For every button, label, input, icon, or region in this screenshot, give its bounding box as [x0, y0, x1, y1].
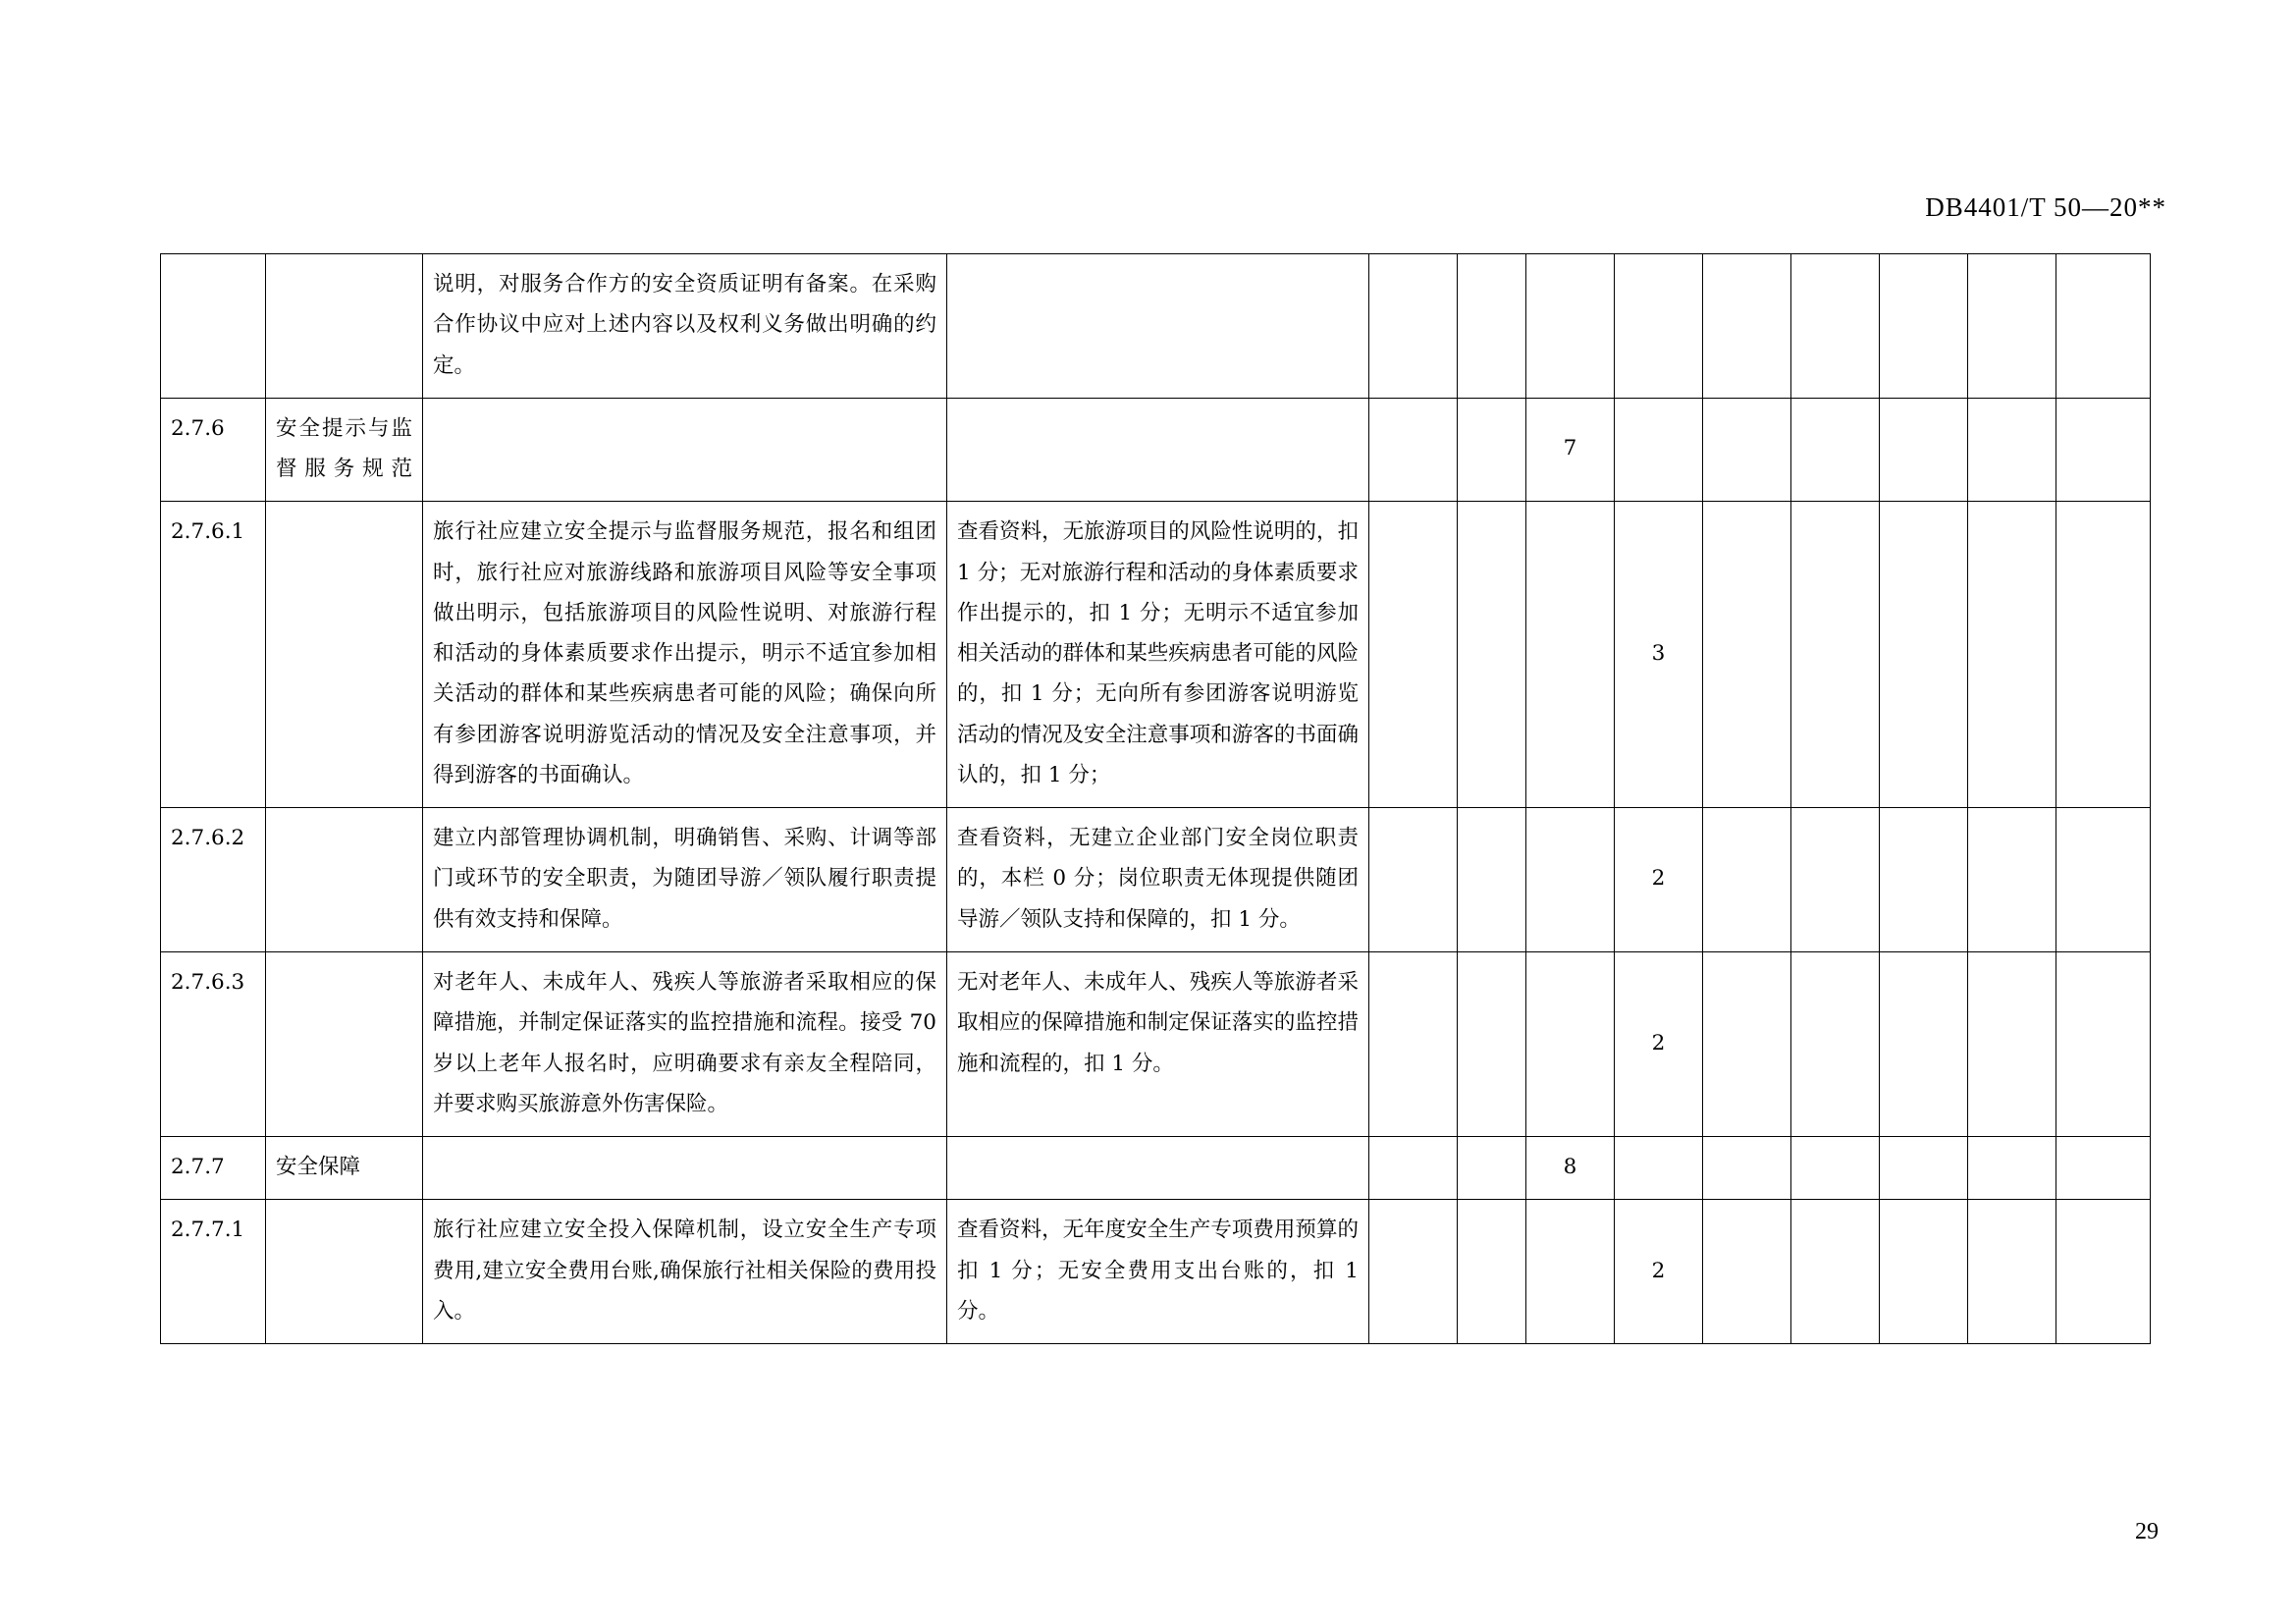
cell-col12 [1968, 502, 2056, 808]
cell-col5 [1369, 254, 1458, 399]
cell-requirement: 建立内部管理协调机制，明确销售、采购、计调等部门或环节的安全职责，为随团导游／领队履行职责提供有效支持和保障。 [423, 808, 947, 952]
cell-clause: 2.7.6.3 [161, 951, 266, 1136]
cell-col8: 3 [1615, 502, 1703, 808]
cell-item [266, 502, 423, 808]
cell-col6 [1458, 1200, 1526, 1344]
cell-col10 [1791, 502, 1880, 808]
cell-col7 [1526, 1200, 1615, 1344]
page-number: 29 [2135, 1519, 2159, 1544]
cell-col13 [2056, 502, 2151, 808]
cell-col7 [1526, 951, 1615, 1136]
cell-col11 [1880, 808, 1968, 952]
cell-col6 [1458, 808, 1526, 952]
cell-col5 [1369, 1137, 1458, 1200]
cell-item: 安全提示与监督服务规范 [266, 398, 423, 502]
table-row [161, 502, 2151, 808]
cell-col11 [1880, 502, 1968, 808]
cell-col13 [2056, 398, 2151, 502]
cell-col13 [2056, 254, 2151, 399]
table-row [161, 398, 2151, 502]
cell-col6 [1458, 254, 1526, 399]
cell-requirement: 旅行社应建立安全投入保障机制，设立安全生产专项费用,建立安全费用台账,确保旅行社相关保险的费用投入。 [423, 1200, 947, 1344]
table-row [161, 808, 2151, 952]
cell-item [266, 808, 423, 952]
cell-col9 [1703, 1200, 1791, 1344]
cell-col7 [1526, 254, 1615, 399]
cell-col8: 2 [1615, 808, 1703, 952]
cell-col7: 8 [1526, 1137, 1615, 1200]
table-row [161, 951, 2151, 1136]
cell-col11 [1880, 951, 1968, 1136]
cell-requirement: 对老年人、未成年人、残疾人等旅游者采取相应的保障措施，并制定保证落实的监控措施和流程。接受 70 岁以上老年人报名时，应明确要求有亲友全程陪同，并要求购买旅游意外伤害保险。 [423, 951, 947, 1136]
table-row [161, 1137, 2151, 1200]
page-header-code: DB4401/T 50—20** [1925, 192, 2166, 222]
cell-col8 [1615, 398, 1703, 502]
cell-item [266, 1200, 423, 1344]
cell-col10 [1791, 254, 1880, 399]
cell-col12 [1968, 1137, 2056, 1200]
table-row [161, 1200, 2151, 1344]
cell-col8: 2 [1615, 1200, 1703, 1344]
cell-method [947, 398, 1369, 502]
cell-method [947, 254, 1369, 399]
cell-col13 [2056, 808, 2151, 952]
cell-requirement [423, 1137, 947, 1200]
cell-col9 [1703, 398, 1791, 502]
cell-col9 [1703, 951, 1791, 1136]
cell-col12 [1968, 398, 2056, 502]
cell-method: 无对老年人、未成年人、残疾人等旅游者采取相应的保障措施和制定保证落实的监控措施和流程的，扣 1 分。 [947, 951, 1369, 1136]
cell-method: 查看资料，无旅游项目的风险性说明的，扣 1 分；无对旅游行程和活动的身体素质要求作出提示的，扣 1 分；无明示不适宜参加相关活动的群体和某些疾病患者可能的风险的，扣 1 分；无向所有参团游客说明游览活动的情况及安全注意事项和游客的书面确认的，扣 1 分； [947, 502, 1369, 808]
cell-clause: 2.7.6.2 [161, 808, 266, 952]
cell-col7: 7 [1526, 398, 1615, 502]
cell-col12 [1968, 951, 2056, 1136]
cell-col10 [1791, 951, 1880, 1136]
cell-col6 [1458, 502, 1526, 808]
cell-col12 [1968, 808, 2056, 952]
cell-col9 [1703, 1137, 1791, 1200]
cell-col5 [1369, 808, 1458, 952]
cell-requirement [423, 398, 947, 502]
cell-col7 [1526, 502, 1615, 808]
cell-col8: 2 [1615, 951, 1703, 1136]
cell-method: 查看资料，无建立企业部门安全岗位职责的，本栏 0 分；岗位职责无体现提供随团导游／领队支持和保障的，扣 1 分。 [947, 808, 1369, 952]
cell-col5 [1369, 502, 1458, 808]
cell-col12 [1968, 1200, 2056, 1344]
cell-col10 [1791, 808, 1880, 952]
cell-col8 [1615, 1137, 1703, 1200]
cell-item: 安全保障 [266, 1137, 423, 1200]
assessment-table-wrapper [160, 253, 2150, 1344]
table-row [161, 254, 2151, 399]
cell-col11 [1880, 398, 1968, 502]
cell-col11 [1880, 1137, 1968, 1200]
cell-clause: 2.7.6 [161, 398, 266, 502]
cell-col9 [1703, 502, 1791, 808]
cell-col5 [1369, 1200, 1458, 1344]
cell-requirement: 说明，对服务合作方的安全资质证明有备案。在采购合作协议中应对上述内容以及权利义务做出明确的约定。 [423, 254, 947, 399]
cell-item [266, 254, 423, 399]
cell-method: 查看资料，无年度安全生产专项费用预算的扣 1 分；无安全费用支出台账的，扣 1 分。 [947, 1200, 1369, 1344]
cell-col10 [1791, 1137, 1880, 1200]
cell-col6 [1458, 1137, 1526, 1200]
cell-col6 [1458, 951, 1526, 1136]
cell-requirement: 旅行社应建立安全提示与监督服务规范，报名和组团时，旅行社应对旅游线路和旅游项目风险等安全事项做出明示，包括旅游项目的风险性说明、对旅游行程和活动的身体素质要求作出提示，明示不适宜参加相关活动的群体和某些疾病患者可能的风险；确保向所有参团游客说明游览活动的情况及安全注意事项，并得到游客的书面确认。 [423, 502, 947, 808]
cell-clause [161, 254, 266, 399]
cell-col13 [2056, 1200, 2151, 1344]
cell-col9 [1703, 254, 1791, 399]
cell-clause: 2.7.7.1 [161, 1200, 266, 1344]
cell-col13 [2056, 951, 2151, 1136]
cell-col9 [1703, 808, 1791, 952]
cell-item [266, 951, 423, 1136]
cell-col8 [1615, 254, 1703, 399]
cell-col11 [1880, 254, 1968, 399]
cell-col6 [1458, 398, 1526, 502]
cell-col11 [1880, 1200, 1968, 1344]
cell-col12 [1968, 254, 2056, 399]
cell-col13 [2056, 1137, 2151, 1200]
cell-col10 [1791, 398, 1880, 502]
cell-col10 [1791, 1200, 1880, 1344]
cell-col7 [1526, 808, 1615, 952]
cell-col5 [1369, 398, 1458, 502]
assessment-table [160, 253, 2151, 1344]
cell-clause: 2.7.6.1 [161, 502, 266, 808]
cell-clause: 2.7.7 [161, 1137, 266, 1200]
cell-col5 [1369, 951, 1458, 1136]
cell-method [947, 1137, 1369, 1200]
